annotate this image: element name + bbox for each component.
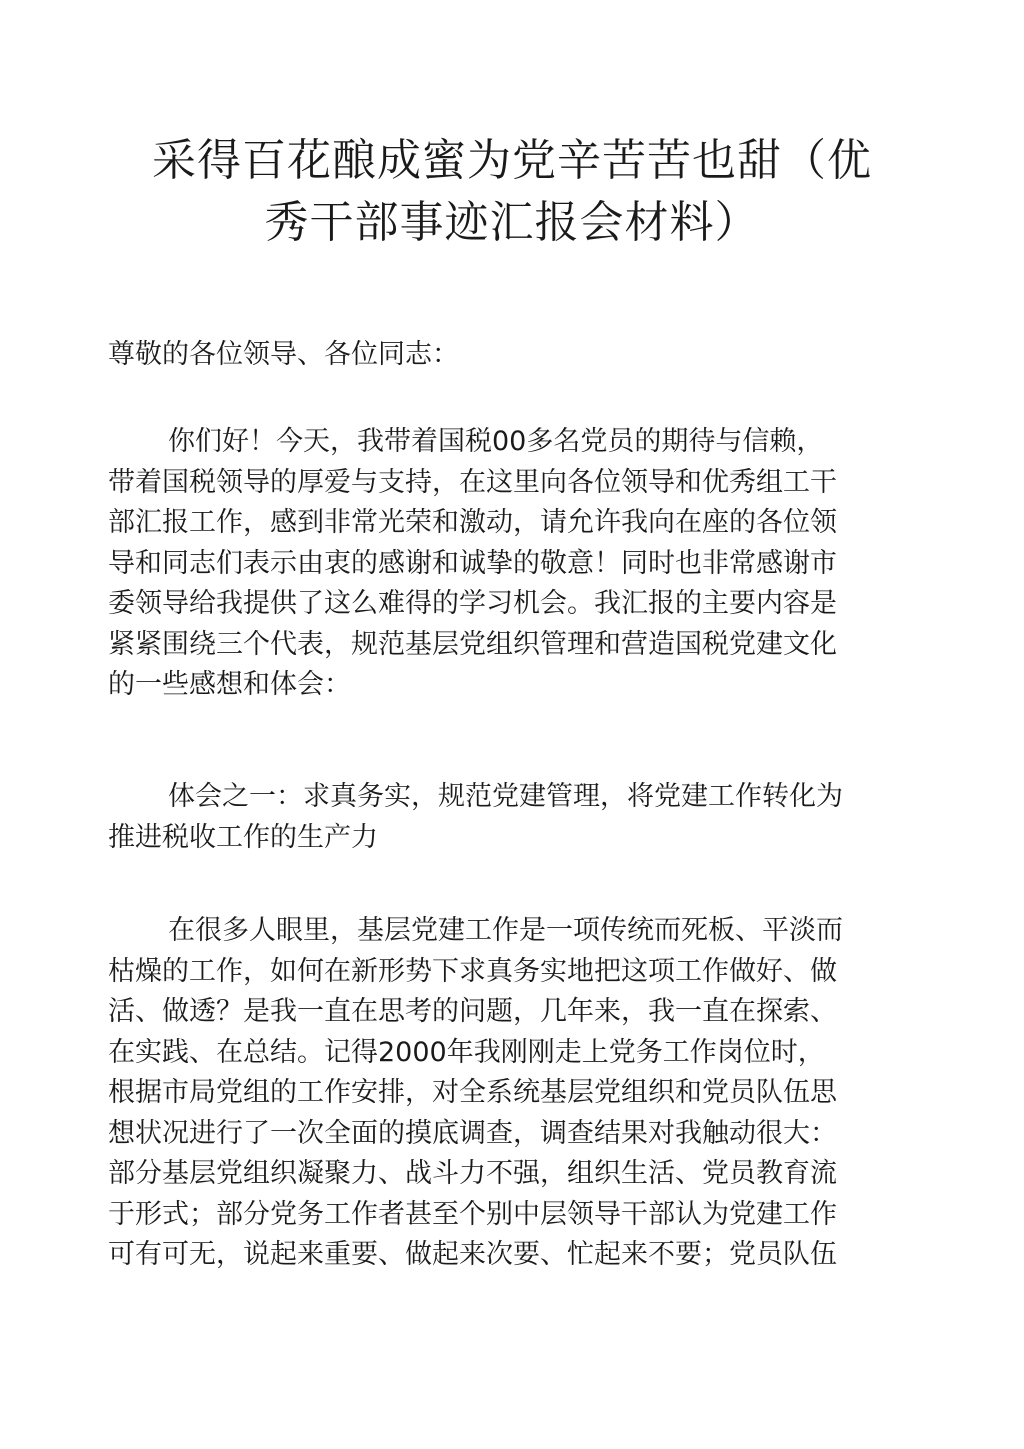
paragraph-line: 想状况进行了一次全面的摸底调查，调查结果对我触动很大： <box>108 1117 837 1149</box>
paragraph-line: 在实践、在总结。记得2000年我刚刚走上党务工作岗位时， <box>108 1036 825 1068</box>
title-line-1: 采得百花酿成蜜为党辛苦苦也甜（优 <box>152 135 872 186</box>
paragraph-line: 可有可无，说起来重要、做起来次要、忙起来不要；党员队伍 <box>108 1239 837 1270</box>
paragraph-line: 你们好！今天，我带着国税00多名党员的期待与信赖， <box>168 426 824 457</box>
paragraph-line: 委领导给我提供了这么难得的学习机会。我汇报的主要内容是 <box>108 588 837 619</box>
section-heading-line: 推进税收工作的生产力 <box>108 821 378 853</box>
salutation-text: 尊敬的各位领导、各位同志： <box>108 339 459 370</box>
salutation <box>108 335 888 376</box>
document-title <box>100 130 924 254</box>
title-line-2: 秀干部事迹汇报会材料） <box>264 197 760 248</box>
paragraph-line: 枯燥的工作，如何在新形势下求真务实地把这项工作做好、做 <box>108 955 837 987</box>
section-heading-line: 体会之一：求真务实，规范党建管理，将党建工作转化为 <box>168 781 843 812</box>
paragraph-line: 带着国税领导的厚爱与支持，在这里向各位领导和优秀组工干 <box>108 466 837 498</box>
paragraph-line: 活、做透？是我一直在思考的问题，几年来，我一直在探索、 <box>108 996 837 1027</box>
paragraph-line: 根据市局党组的工作安排，对全系统基层党组织和党员队伍思 <box>108 1077 837 1108</box>
paragraph-greeting <box>108 422 888 706</box>
paragraph-line: 导和同志们表示由衷的感谢和诚挚的敬意！同时也非常感谢市 <box>108 547 837 579</box>
paragraph-line: 的一些感想和体会： <box>108 669 351 700</box>
paragraph-line: 部分基层党组织凝聚力、战斗力不强，组织生活、党员教育流 <box>108 1158 837 1189</box>
paragraph-line: 于形式；部分党务工作者甚至个别中层领导干部认为党建工作 <box>108 1198 837 1230</box>
paragraph-line: 在很多人眼里，基层党建工作是一项传统而死板、平淡而 <box>168 915 843 946</box>
paragraph-line: 部汇报工作，感到非常光荣和激动，请允许我向在座的各位领 <box>108 507 837 538</box>
paragraph-body <box>108 911 888 1276</box>
paragraph-line: 紧紧围绕三个代表，规范基层党组织管理和营造国税党建文化 <box>108 628 837 660</box>
section-heading-1 <box>108 777 888 858</box>
